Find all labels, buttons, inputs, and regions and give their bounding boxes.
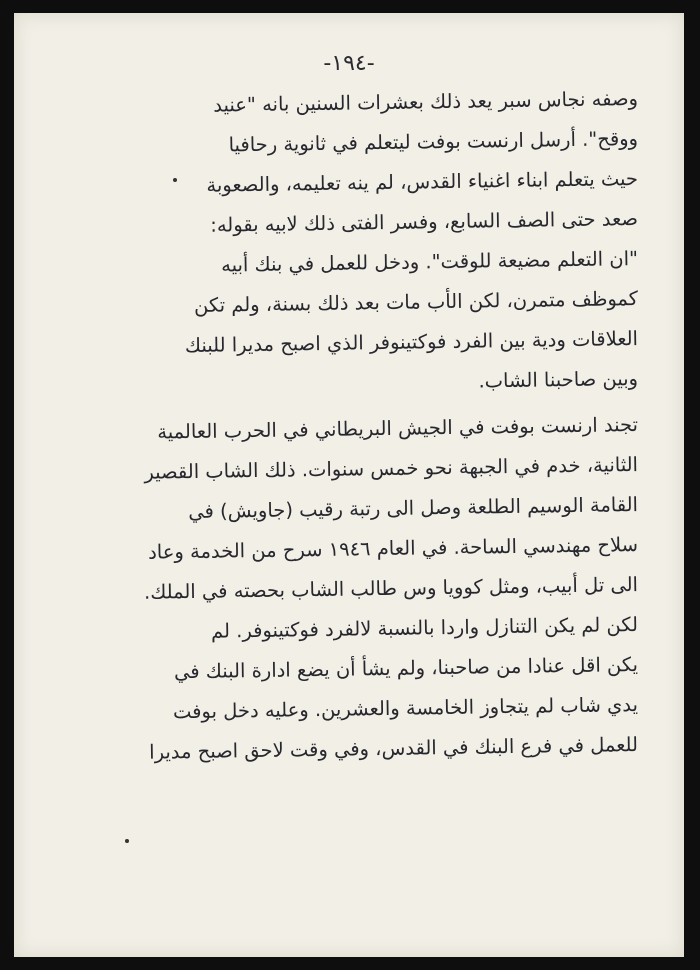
text-line: ووقح". أرسل ارنست بوفت ليتعلم في ثانوية رحافيا [228, 127, 639, 157]
text-line: لكن لم يكن التنازل واردا بالنسبة لالفرد فوكتينوفر. لم [210, 613, 639, 643]
page-number: -١٩٤- [323, 51, 375, 76]
text-line: الى تل أبيب، ومثل كوويا وس طالب الشاب بحصته في الملك. [143, 573, 639, 604]
text-line: وصفه نجاس سبر يعد ذلك بعشرات السنين بانه "عنيد [213, 87, 639, 117]
text-line: يدي شاب لم يتجاوز الخامسة والعشرين. وعليه دخل بوفت [172, 693, 639, 724]
text-line: "ان التعلم مضيعة للوقت". ودخل للعمل في بنك أبيه [220, 247, 639, 277]
text-line: حيث يتعلم ابناء اغنياء القدس، لم ينه تعليمه، والصعوبة [206, 167, 639, 197]
text-line: يكن اقل عنادا من صاحبنا، ولم يشأ أن يضع ادارة البنك في [173, 653, 639, 684]
text-line: سلاح مهندسي الساحة. في العام ١٩٤٦ سرح من الخدمة وعاد [147, 533, 639, 564]
text-line: تجند ارنست بوفت في الجيش البريطاني في الحرب العالمية [157, 413, 639, 444]
text-line: كموظف متمرن، لكن الأب مات بعد ذلك بسنة، ولم تكن [193, 287, 639, 317]
text-line: صعد حتى الصف السابع، وفسر الفتى ذلك لابيه بقوله: [210, 207, 639, 237]
manuscript-page [14, 13, 684, 957]
text-line: القامة الوسيم الطلعة وصل الى رتبة رقيب (جاويش) في [188, 493, 639, 524]
margin-dot [173, 178, 177, 182]
margin-dot [125, 839, 129, 843]
text-line: الثانية، خدم في الجبهة نحو خمس سنوات. ذلك الشاب القصير [144, 453, 639, 484]
text-line: العلاقات ودية بين الفرد فوكتينوفر الذي اصبح مديرا للبنك [184, 327, 639, 358]
text-line: وبين صاحبنا الشاب. [478, 367, 639, 393]
text-line: للعمل في فرع البنك في القدس، وفي وقت لاحق اصبح مديرا [148, 733, 639, 764]
